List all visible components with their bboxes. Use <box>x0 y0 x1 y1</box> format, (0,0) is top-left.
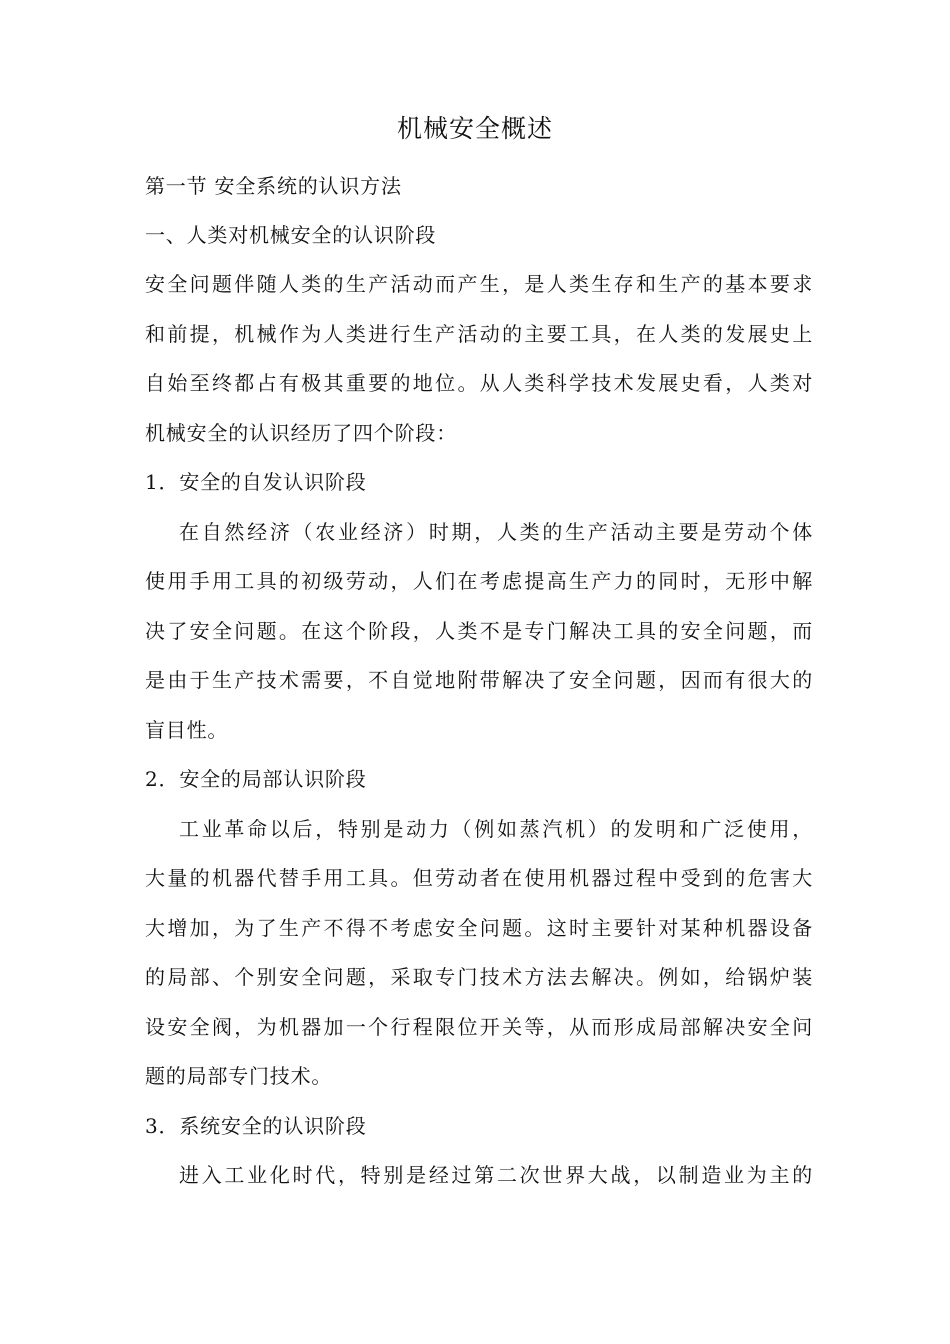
paragraph-line: 大增加，为了生产不得不考虑安全问题。这时主要针对某种机器设备 <box>145 916 813 940</box>
paragraph-line: 大量的机器代替手用工具。但劳动者在使用机器过程中受到的危害大 <box>145 866 813 890</box>
section-heading: 第一节 安全系统的认识方法 <box>145 174 402 198</box>
paragraph-line: 使用手用工具的初级劳动，人们在考虑提高生产力的同时，无形中解 <box>145 569 813 593</box>
paragraph-line: 是由于生产技术需要，不自觉地附带解决了安全问题，因而有很大的 <box>145 668 813 692</box>
document-title: 机械安全概述 <box>396 114 553 143</box>
list-heading: 2．安全的局部认识阶段 <box>145 767 367 791</box>
paragraph-line: 安全问题伴随人类的生产活动而产生，是人类生存和生产的基本要求 <box>145 272 813 296</box>
paragraph-line: 题的局部专门技术。 <box>145 1064 333 1088</box>
paragraph-line: 自始至终都占有极其重要的地位。从人类科学技术发展史看，人类对 <box>145 371 813 395</box>
list-heading: 3．系统安全的认识阶段 <box>145 1114 367 1138</box>
paragraph-line: 决了安全问题。在这个阶段，人类不是专门解决工具的安全问题，而 <box>145 619 813 643</box>
paragraph-line: 进入工业化时代，特别是经过第二次世界大战，以制造业为主的 <box>179 1163 813 1187</box>
paragraph-line: 和前提，机械作为人类进行生产活动的主要工具，在人类的发展史上 <box>145 322 813 346</box>
paragraph-line: 盲目性。 <box>145 718 229 742</box>
subsection-heading: 一、人类对机械安全的认识阶段 <box>145 223 437 247</box>
paragraph-line: 在自然经济（农业经济）时期，人类的生产活动主要是劳动个体 <box>179 520 813 544</box>
paragraph-line: 工业革命以后，特别是动力（例如蒸汽机）的发明和广泛使用， <box>179 817 813 841</box>
paragraph-line: 机械安全的认识经历了四个阶段： <box>145 421 457 445</box>
paragraph-line: 设安全阀，为机器加一个行程限位开关等，从而形成局部解决安全问 <box>145 1015 813 1039</box>
paragraph-line: 的局部、个别安全问题，采取专门技术方法去解决。例如，给锅炉装 <box>145 965 813 989</box>
list-heading: 1．安全的自发认识阶段 <box>145 470 367 494</box>
